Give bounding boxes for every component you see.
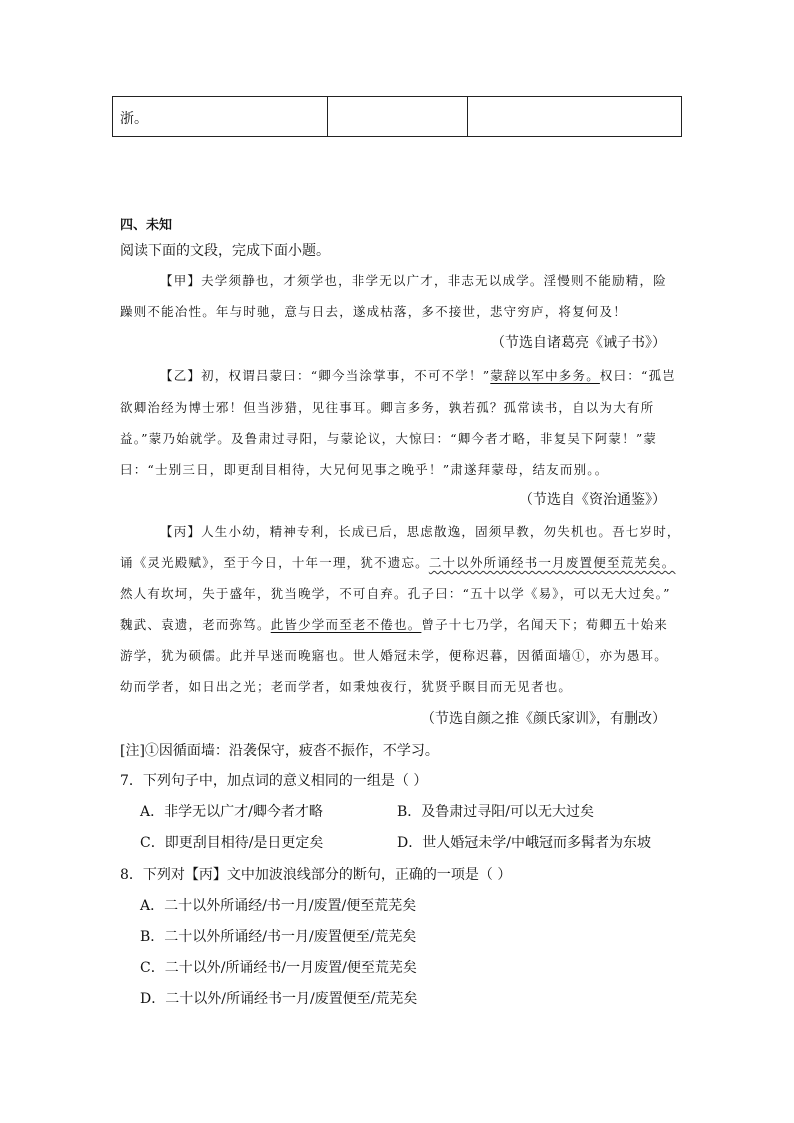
passage-yi-line: 欲卿治经为博士邪！但当涉猎，见往事耳。卿言多务，孰若孤？孤常读书，自以为大有所 (120, 400, 655, 415)
passage-bing-line: 然人有坎坷，失于盛年，犹当晚学，不可自弃。孔子曰：“五十以学《易》，可以无大过矣。” (120, 586, 671, 601)
passage-bing-source: （节选自颜之推《颜氏家训》，有删改） (421, 711, 666, 727)
underlined-sentence: 此皆少学而至老不倦也。 (270, 617, 422, 632)
table-cell-text: 浙。 (120, 111, 148, 127)
question-8-option-b[interactable]: B．二十以外所诵经/书一月/废置便至/荒芜矣 (140, 929, 417, 945)
section-title: 四、未知 (120, 218, 173, 233)
table-cell (468, 97, 681, 136)
question-7-option-b[interactable]: B．及鲁肃过寻阳/可以无大过矣 (397, 804, 595, 820)
question-8-stem: 8．下列对【丙】文中加波浪线部分的断句，正确的一项是（ ） (120, 867, 512, 883)
question-8-option-c[interactable]: C．二十以外/所诵经书/一月废置/便至荒芜矣 (140, 960, 417, 976)
passage-yi-line: 益。”蒙乃始就学。及鲁肃过寻阳，与蒙论议，大惊曰：“卿今者才略，非复吴下阿蒙！”蒙 (120, 431, 658, 446)
question-7-stem: 7．下列句子中，加点词的意义相同的一组是（ ） (120, 773, 428, 789)
continuation-table (112, 96, 682, 137)
instruction: 阅读下面的文段，完成下面小题。 (120, 243, 330, 259)
annotation-note: [注]①因循面墙：沿袭保守，疲沓不振作，不学习。 (120, 743, 439, 759)
passage-jia-line: 【甲】夫学须静也，才须学也，非学无以广才，非志无以成学。淫慢则不能励精，险 (160, 273, 667, 288)
passage-yi-source: （节选自《资治通鉴》） (519, 492, 666, 508)
underlined-sentence: 蒙辞以军中多务。 (490, 368, 600, 383)
question-7-option-a[interactable]: A．非学无以广才/卿今者才略 (140, 804, 323, 820)
passage-bing-line: 游学，犹为硕儒。此并早迷而晚寤也。世人婚冠未学，便称迟暮，因循面墙①，亦为愚耳。 (120, 648, 669, 663)
passage-jia-source: （节选自诸葛亮《诫子书》） (491, 335, 666, 351)
passage-bing-line: 诵《灵光殿赋》，至于今日，十年一理，犹不遗忘。二十以外所诵经书一月废置便至荒芜矣。 (120, 555, 676, 570)
passage-bing-line: 幼而学者，如日出之光；老而学者，如秉烛夜行，犹贤乎瞑目而无见者也。 (120, 679, 573, 694)
question-8-option-a[interactable]: A．二十以外所诵经/书一月/废置/便至荒芜矣 (140, 898, 417, 914)
table-cell (328, 97, 468, 136)
passage-yi-line: 曰：“士别三日，即更刮目相待，大兄何见事之晚乎！”肃遂拜蒙母，结友而别。。 (120, 462, 609, 477)
table-cell (113, 97, 328, 136)
passage-jia-line: 躁则不能冶性。年与时驰，意与日去，遂成枯落，多不接世，悲守穷庐，将复何及！ (120, 304, 627, 319)
wavy-underlined-sentence: 二十以外所诵经书一月废置便至荒芜矣。 (428, 555, 676, 570)
passage-bing-line: 【丙】人生小幼，精神专利，长成已后，思虑散逸，固须早教，勿失机也。吾七岁时， (160, 524, 681, 539)
question-8-option-d[interactable]: D．二十以外/所诵经书一月/废置便至/荒芜矣 (140, 991, 418, 1007)
question-7-option-c[interactable]: C．即更刮目相待/是日更定矣 (140, 835, 324, 851)
passage-yi-line: 【乙】初，权谓吕蒙曰：“卿今当涂掌事，不可不学！”蒙辞以军中多务。权曰：“孤岂 (160, 368, 676, 383)
question-7-option-d[interactable]: D．世人婚冠未学/中峨冠而多髯者为东坡 (397, 835, 651, 851)
passage-bing-line: 魏武、袁遗，老而弥笃。此皆少学而至老不倦也。曾子十七乃学，名闻天下；荀卿五十始来 (120, 617, 669, 632)
